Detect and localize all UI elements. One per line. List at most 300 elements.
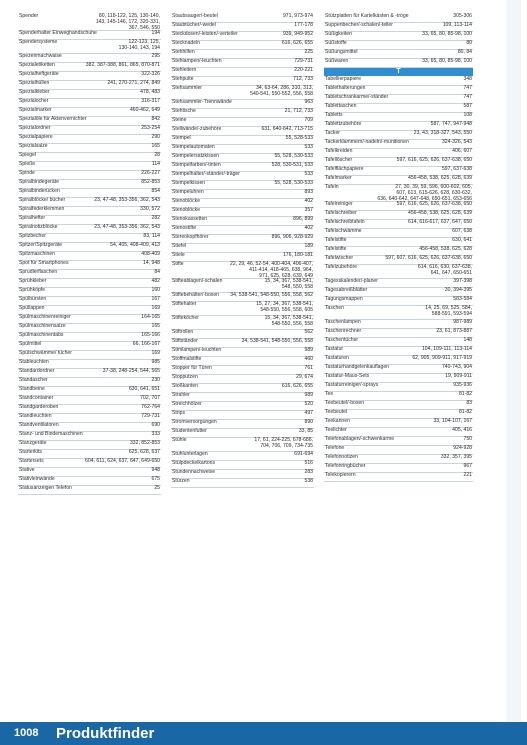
index-page-refs: 614, 616-617, 637, 647, 650 <box>407 219 472 225</box>
index-page-refs: 295 <box>151 53 160 59</box>
index-page-refs: 17, 61, 224-225, 678-686, 704, 706, 709, 734-735 <box>254 437 313 449</box>
index-entry <box>171 316 314 330</box>
index-term: Tabletts <box>325 112 343 118</box>
index-page-refs: 528, 530-531, 533 <box>271 162 313 168</box>
index-page-refs: 33, 104-107, 167 <box>433 418 472 424</box>
index-entry <box>171 470 314 479</box>
index-page-refs: 397-398 <box>453 278 472 284</box>
index-entry <box>171 384 314 393</box>
index-term: Spülmaschinensalze <box>19 323 66 329</box>
index-page-refs: 729-731 <box>294 58 313 64</box>
index-term: Stehtische <box>172 108 196 114</box>
index-page-refs: 55, 528-533 <box>285 135 313 141</box>
index-term: Teekannen <box>325 418 350 424</box>
index-page-refs: 729-731 <box>141 413 160 419</box>
index-page-refs: 165-166 <box>141 332 160 338</box>
index-page-refs: 282 <box>151 215 160 221</box>
index-term: Spitzbecher <box>19 233 46 239</box>
index-page-refs: 456-458, 538, 625, 628, 639 <box>407 210 472 216</box>
index-entry <box>171 302 314 316</box>
index-term: Stifteköcher <box>172 315 199 321</box>
index-page-refs: 34, 538-541, 548-550, 556, 558 <box>241 338 313 344</box>
index-page-refs: 241, 270-271, 274, 849 <box>107 80 160 86</box>
index-page-refs: 225 <box>304 49 313 55</box>
index-page-refs: 81-82 <box>458 391 472 397</box>
index-term: Suppenbecher/-schalen/-teller <box>325 22 393 28</box>
index-page-refs: 740-743, 904 <box>441 364 472 370</box>
index-term: Stühle <box>172 437 187 443</box>
index-page-refs: 747 <box>463 85 472 91</box>
index-page-refs: 989 <box>304 392 313 398</box>
index-page-refs: 456-458, 538, 625, 628, 639 <box>407 175 472 181</box>
index-term: Standascher <box>19 377 48 383</box>
index-page-refs: 15, 34, 367, 538-541, 548-550, 556, 558 <box>264 315 313 327</box>
index-entry <box>324 437 473 446</box>
index-page-refs: 712, 733 <box>293 76 313 82</box>
index-page-refs: 15, 27, 34, 367, 538-541, 548-550, 556, 558, 605 <box>256 301 313 313</box>
index-page-refs: 333 <box>151 431 160 437</box>
index-entry <box>171 438 314 452</box>
index-page-refs: 357 <box>304 207 313 213</box>
index-page-refs: 23, 43, 318-327, 543, 550 <box>413 130 472 136</box>
index-term: Telefone <box>325 445 345 451</box>
index-page-refs: 122-123, 125, 130-140, 143, 194 <box>118 39 160 51</box>
index-term: Stifteablagen/-schalen <box>172 278 223 284</box>
index-entry <box>171 235 314 244</box>
index-term: Spot für Smartphones <box>19 260 69 266</box>
index-term: Stehsammler <box>172 85 203 91</box>
index-page-refs: 460-462, 649 <box>129 107 160 113</box>
index-page-refs: 29, 674 <box>296 374 313 380</box>
index-term: Tafeln <box>325 184 339 190</box>
index-term: Sprühkleber <box>19 278 47 284</box>
index-page-refs: 104, 109-111, 113-114 <box>421 346 472 352</box>
index-term: Stiftebehälter/-boxen <box>172 292 220 298</box>
index-term: Stempelhalter/-ständer/-träger <box>172 171 240 177</box>
index-page-refs: 614, 616, 630, 637-638, 641, 647, 650-651 <box>417 264 472 276</box>
index-page-refs: 332, 357, 395 <box>440 454 472 460</box>
index-term: Spezialetiketten <box>19 62 55 68</box>
index-page-refs: 597, 637-638 <box>441 166 472 172</box>
index-term: Spiegel <box>19 152 36 158</box>
index-page-refs: 316-317 <box>141 98 160 104</box>
index-page-refs: 382, 387-388, 861, 865, 870-871 <box>85 62 160 68</box>
index-page-refs: 896, 899 <box>293 216 313 222</box>
index-term: Tabellierpapiere <box>325 76 361 82</box>
index-term: Stenokassetten <box>172 216 208 222</box>
index-term: Standventilatoren <box>19 422 59 428</box>
index-entry <box>324 185 473 202</box>
index-entry <box>324 59 473 68</box>
index-page-refs: 587, 747, 947-948 <box>430 121 472 127</box>
index-page-refs: 630, 641 <box>452 237 472 243</box>
index-term: Tafelstifte <box>325 246 347 252</box>
index-page-refs: 709 <box>304 117 313 123</box>
index-term: Standgarderoben <box>19 404 59 410</box>
index-page-refs: 283 <box>304 469 313 475</box>
index-term: Tacker <box>325 130 341 136</box>
index-page-refs: 33, 65, 80, 85-98, 100 <box>422 31 472 37</box>
index-page-refs: 108 <box>463 112 472 118</box>
index-page-refs: 893 <box>304 189 313 195</box>
index-term: Spezialpapiere <box>19 134 53 140</box>
index-page-refs: 176, 180-181 <box>282 252 313 258</box>
index-term: Tafelkreiden <box>325 148 353 154</box>
index-page-refs: 852-853 <box>141 179 160 185</box>
index-page-refs: 189 <box>304 243 313 249</box>
index-page-refs: 19, 909-911 <box>445 373 472 379</box>
index-term: Telefonnotizen <box>325 454 358 460</box>
index-term: Stenoblöcke <box>172 198 201 204</box>
index-page-refs: 896, 906, 928-929 <box>271 234 313 240</box>
index-term: Spezialocher <box>19 98 49 104</box>
index-term: Tablettzubehöre <box>325 121 362 127</box>
index-page-refs: 290 <box>151 134 160 140</box>
index-page-refs: 22, 29, 46, 52-54, 400-404, 406-407, 411-414, 418-465, 638, 964, 971, 625, 628, 639, 649 <box>230 261 313 279</box>
index-term: Spiralhefter <box>19 215 46 221</box>
index-term: Staubtücher/-wedel <box>172 22 216 28</box>
index-term: Tastaturreiniger/-sprays <box>325 382 379 388</box>
index-term: Spinde <box>19 170 35 176</box>
index-page-refs: 330, 572 <box>140 206 160 212</box>
index-term: Sprudlerflaschen <box>19 269 58 275</box>
index-term: Spiralbindegeräte <box>19 179 59 185</box>
index-term: Stehpulte <box>172 76 194 82</box>
index-term: Telefonablagen/-schwenkarme <box>325 436 395 442</box>
index-page-refs: 750 <box>463 436 472 442</box>
index-entry <box>171 402 314 411</box>
index-term: Stiftehalter <box>172 301 197 307</box>
index-page-refs: 25 <box>154 485 160 491</box>
index-page-refs: 55, 528, 530-533 <box>274 153 313 159</box>
index-entry <box>171 262 314 279</box>
index-page-refs: 221 <box>463 472 472 478</box>
index-term: Taschenlampen <box>325 319 361 325</box>
index-page-refs: 691-694 <box>294 451 313 457</box>
index-term: Spezialkleber <box>19 89 50 95</box>
index-page-refs: 109, 113-114 <box>442 22 472 28</box>
index-page-refs: 62, 905, 909-911, 917-919 <box>412 355 472 361</box>
index-term: Stempelautomaten <box>172 144 215 150</box>
index-page-refs: 194 <box>151 30 160 36</box>
index-term: Stehsammler-Trennwände <box>172 99 232 105</box>
index-term: Statusanzeigen Telefon <box>19 485 72 491</box>
index-term: Tafellöscher <box>325 157 353 163</box>
page-title: Produktfinder <box>56 725 155 742</box>
index-column-2 <box>171 14 314 488</box>
index-entry <box>324 306 473 320</box>
index-page-refs: 702, 707 <box>140 395 160 401</box>
index-page-refs: 583-584 <box>453 296 472 302</box>
index-term: Strips <box>172 410 186 416</box>
index-term: Stuhlunterlagen <box>172 451 208 457</box>
index-page-refs: 28 <box>154 152 160 158</box>
index-term: Tee <box>325 391 334 397</box>
index-term: Stifte <box>172 261 184 267</box>
index-term: Spezialordner <box>19 125 51 131</box>
index-term: Steckdosen/-leisten/-verteiler <box>172 31 238 37</box>
index-term: Stiftrollen <box>172 329 194 335</box>
index-term: Tagesskalender/-planer <box>325 278 378 284</box>
index-page-refs: 625, 628, 637 <box>128 449 160 455</box>
index-term: Standleuchten <box>19 413 52 419</box>
index-page-refs: 597, 616, 625, 626, 637-638, 650 <box>396 157 472 163</box>
index-page-refs: 597, 616, 625, 626, 637-638, 650 <box>396 201 472 207</box>
index-term: Tablettaschen <box>325 103 357 109</box>
index-page-refs: 408-409 <box>141 251 160 257</box>
index-term: Tastatur <box>325 346 344 352</box>
index-term: Spiralbinderücken <box>19 188 60 194</box>
index-page-refs: 23, 47-48, 353-356, 362, 543 <box>94 224 160 230</box>
index-page-refs: 322-326 <box>141 71 160 77</box>
index-term: Spiralnotizblöcke <box>19 224 58 230</box>
index-term: Tafelzubehöre <box>325 264 357 270</box>
index-term: Stempelfarben/-tinten <box>172 162 221 168</box>
index-page-refs: 230 <box>151 377 160 383</box>
index-page-refs: 604, 611, 624, 637, 647, 649-650 <box>85 458 160 464</box>
index-page-refs: 747 <box>463 94 472 100</box>
index-term: Spezialheftgeräte <box>19 71 59 77</box>
index-term: Stehlampen/-leuchten <box>172 58 222 64</box>
index-page-refs: 148 <box>463 337 472 343</box>
index-entry <box>18 153 161 162</box>
index-page-refs: 84 <box>154 269 160 275</box>
index-entry <box>18 162 161 171</box>
index-entry <box>171 109 314 118</box>
index-page-refs: 516 <box>304 460 313 466</box>
index-term: Spülschwämme/ tücher <box>19 350 72 356</box>
index-page-refs: 34, 538-541, 548-550, 556, 558, 562 <box>230 292 313 298</box>
index-term: Starterkits <box>19 449 42 455</box>
index-entry <box>18 486 161 495</box>
index-term: Stableuchten <box>19 359 49 365</box>
index-page-refs: 406, 607 <box>452 148 472 154</box>
index-page-refs: 37-38, 248-254, 544, 565 <box>102 368 160 374</box>
index-term: Stereokopfhörer <box>172 234 209 240</box>
index-page-refs: 497 <box>304 410 313 416</box>
index-page-refs: 935-936 <box>453 382 472 388</box>
index-page-refs: 160 <box>151 287 160 293</box>
index-term: Stoffmalstifte <box>172 356 202 362</box>
index-page-refs: 967 <box>463 463 472 469</box>
index-term: Stanzgeräte <box>19 440 47 446</box>
index-page-refs: 690 <box>151 422 160 428</box>
index-term: Spitzer/Spitzgeräte <box>19 242 63 248</box>
index-term: Taschen <box>325 305 344 311</box>
index-term: Tafelschwämme <box>325 228 362 234</box>
index-term: Stopputzen <box>172 374 198 380</box>
index-page-refs: 21, 712, 733 <box>284 108 313 114</box>
index-term: Spiralblöcke/ bücher <box>19 197 66 203</box>
index-page-refs: 587 <box>463 103 472 109</box>
index-term: Tablethalterungen <box>325 85 366 91</box>
index-term: Stundennachweise <box>172 469 216 475</box>
index-term: Standcontainer <box>19 395 54 401</box>
page-footer <box>0 722 527 745</box>
index-term: Süßigkeiten <box>325 31 352 37</box>
index-term: Studentenfutter <box>172 428 207 434</box>
index-term: Spezenmachwaise <box>19 53 62 59</box>
index-term: Telekopierern <box>325 472 356 478</box>
index-page-refs: 169 <box>151 350 160 356</box>
index-term: Tafelmarker <box>325 175 352 181</box>
index-term: Spitzmaschinen <box>19 251 55 257</box>
index-page-refs: 890 <box>304 419 313 425</box>
side-index-tab <box>506 0 521 745</box>
index-term: Standbeine <box>19 386 45 392</box>
index-page-refs: 54, 405, 408-409, 413 <box>110 242 160 248</box>
index-entry <box>324 265 473 279</box>
index-page-refs: 987-989 <box>453 319 472 325</box>
index-page-refs: 27, 30, 39, 59, 596, 600-602, 605, 607, 613, 615-626, 628, 630-632, 636, 640-642, 647-648, 650-651, 653-656 <box>377 184 472 202</box>
index-term: Süßstoffe <box>325 40 347 46</box>
index-page-refs: 478, 483 <box>140 89 160 95</box>
index-entry <box>18 40 161 54</box>
index-term: Spülmaschinenreiniger <box>19 314 71 320</box>
index-column-1 <box>18 14 161 495</box>
index-term: Spüllappen <box>19 305 45 311</box>
index-term: Stehhilfen <box>172 49 195 55</box>
index-term: Teebeutel/-boxen <box>325 400 365 406</box>
index-page-refs: 167 <box>151 296 160 302</box>
index-term: Stehleitern <box>172 67 197 73</box>
index-page-refs: 34, 63-64, 286, 310, 313, 540-541, 550-552, 556, 558 <box>250 85 313 97</box>
index-page-refs: 405, 416 <box>452 427 472 433</box>
index-page-refs: 23, 61, 873-887 <box>436 328 472 334</box>
index-page-refs: 616, 626, 655 <box>281 383 313 389</box>
index-term: Steine <box>172 117 187 123</box>
index-term: Spezialöle für Aktenvernichter <box>19 116 87 122</box>
index-term: Spezialmarker <box>19 107 52 113</box>
index-term: Tafelwischer <box>325 255 354 261</box>
index-page-refs: 80, 84 <box>457 49 472 55</box>
index-term: Stützplatten für Kartelkästen & -tröge <box>325 13 409 19</box>
index-page-refs: 66, 166-167 <box>132 341 160 347</box>
index-term: Spendersysteme <box>19 39 58 45</box>
index-term: Streichhölzer <box>172 401 202 407</box>
index-page-refs: 989 <box>304 347 313 353</box>
index-entry <box>18 144 161 153</box>
index-page-refs: 348 <box>463 76 472 82</box>
index-page-refs: 33, 65, 80, 85-98, 100 <box>422 58 472 64</box>
index-page-refs: 985 <box>151 359 160 365</box>
index-term: Tafelschreibtafeln <box>325 219 365 225</box>
index-term: Stoßkanten <box>172 383 199 389</box>
index-term: Stürzen <box>172 478 190 484</box>
index-page-refs: 607, 638 <box>452 228 472 234</box>
index-term: Sprühköpfe <box>19 287 46 293</box>
index-page-refs: 177-178 <box>294 22 313 28</box>
index-term: Tastaturhandgelenkauflagen <box>325 364 390 370</box>
index-page-refs: 164-165 <box>141 314 160 320</box>
page-number: 1008 <box>14 727 39 739</box>
index-page-refs: 165 <box>151 143 160 149</box>
index-entry <box>324 104 473 113</box>
index-page-refs: 81-82 <box>458 409 472 415</box>
index-page-refs: 675 <box>151 476 160 482</box>
index-page-refs: 324-326, 543 <box>441 139 472 145</box>
index-page-refs: 305-306 <box>453 13 472 19</box>
index-page-refs: 402 <box>304 198 313 204</box>
index-page-refs: 114 <box>151 161 160 167</box>
index-page-refs: 169 <box>151 305 160 311</box>
index-term: Stempeluhren <box>172 189 204 195</box>
index-term: Spezialhüllen <box>19 80 50 86</box>
index-term: Staubsauger/-beutel <box>172 13 218 19</box>
index-page-refs: 924-928 <box>453 445 472 451</box>
index-page-refs: 253-254 <box>141 125 160 131</box>
index-term: Stempel <box>172 135 191 141</box>
index-term: Taschenrechner <box>325 328 362 334</box>
index-page-refs: 597, 607, 616, 625, 626, 637-638, 650 <box>385 255 472 261</box>
index-term: Strahler <box>172 392 190 398</box>
index-entry <box>171 86 314 100</box>
index-entry <box>324 473 473 482</box>
index-entry <box>171 479 314 488</box>
index-entry <box>171 279 314 293</box>
index-page-refs: 83, 114 <box>143 233 160 239</box>
letter-heading: T <box>396 68 401 75</box>
index-page-refs: 220-221 <box>294 67 313 73</box>
index-page-refs: 520 <box>304 401 313 407</box>
index-term: Telefonringbücher <box>325 463 366 469</box>
index-term: Stenoblöcke <box>172 207 201 213</box>
index-term: Stiftständer <box>172 338 198 344</box>
index-page-refs: 460 <box>304 356 313 362</box>
index-term: Stopper für Türen <box>172 365 212 371</box>
index-term: Stempelersatzkissen <box>172 153 219 159</box>
index-term: Stellwände/-zubehöre <box>172 126 222 132</box>
index-page-refs: 55, 528, 530-533 <box>274 180 313 186</box>
index-term: Tagungsmappen <box>325 296 363 302</box>
index-page-refs: 456-458, 538, 625, 628 <box>419 246 472 252</box>
index-page-refs: 80, 118-122, 125, 130-140, 143, 145-146, 172, 320-331, 367, 546, 550 <box>95 13 160 31</box>
index-page-refs: 948 <box>151 467 160 473</box>
index-page-refs: 761 <box>304 365 313 371</box>
index-term: Spieße <box>19 161 36 167</box>
index-page-refs: 538 <box>304 478 313 484</box>
index-entry <box>18 14 161 31</box>
index-page-refs: 533 <box>304 144 313 150</box>
index-page-refs: 30, 394-395 <box>444 287 472 293</box>
index-term: Süßwaren <box>325 58 349 64</box>
index-term: Spülmaschinentabs <box>19 332 64 338</box>
index-page-refs: 630, 641, 651 <box>128 386 160 392</box>
index-page-refs: 80 <box>466 40 472 46</box>
index-page-refs: 14, 948 <box>143 260 160 266</box>
index-term: Stativleinwände <box>19 476 55 482</box>
index-page-refs: 631, 640-642, 713-715 <box>261 126 313 132</box>
index-term: Tastatur-Maus-Sets <box>325 373 370 379</box>
index-page-refs: 562 <box>304 329 313 335</box>
index-term: Tafelstifte <box>325 237 347 243</box>
index-term: Stenostifte <box>172 225 197 231</box>
index-column-3-s-section <box>324 14 473 68</box>
index-page-refs: 23, 47-48, 353-356, 362, 543 <box>94 197 160 203</box>
index-term: Stecknadeln <box>172 40 201 46</box>
index-term: Standardordner <box>19 368 55 374</box>
index-term: Spezialsalze <box>19 143 48 149</box>
index-term: Süßungsmittel <box>325 49 358 55</box>
index-term: Tafelschreiber <box>325 210 357 216</box>
index-term: Tabletschrankarme/-ständer <box>325 94 389 100</box>
index-page-refs: 616, 626, 655 <box>281 40 313 46</box>
index-term: Teebeutel <box>325 409 348 415</box>
index-term: Stiele <box>172 252 185 258</box>
index-page-refs: 226-227 <box>141 170 160 176</box>
index-term: Stanz- und Bindemaschinen <box>19 431 83 437</box>
index-term: Spiralfederklemmen <box>19 206 65 212</box>
